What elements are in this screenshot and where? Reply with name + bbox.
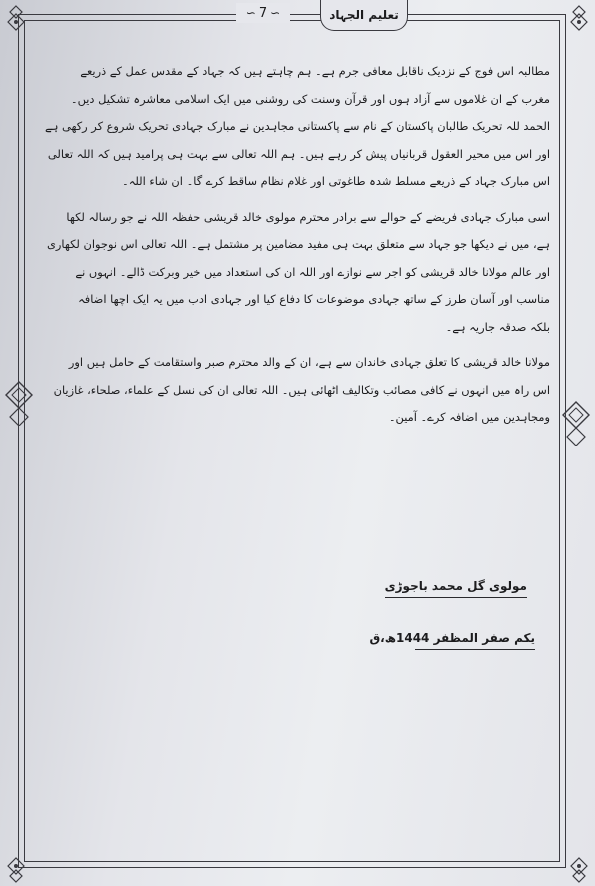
corner-ornament-bottom-left: [2, 846, 42, 886]
text-line: الحمد للہ تحریک طالبان پاکستان کے نام سے پاکستانی مجاہدین نے مبارک جہادی تحریک شروع کر رکھی ہے: [45, 119, 550, 133]
text-line: اس راہ میں انہوں نے کافی مصائب وتکالیف اٹھائی ہیں۔ اللہ تعالی ان کی نسل کے علماء، صلحاء، غازیان: [53, 382, 550, 397]
text-line: اور عالم مولانا خالد قریشی کو اجر سے نوازے اور اللہ ان کی استعداد میں خیر وبرکت ڈالے۔ انہوں نے: [75, 264, 550, 279]
text-line: اور اس میں محیر العقول قربانیاں پیش کر رہے ہیں۔ ہم اللہ تعالی سے بہت ہی پرامید ہیں کہ اللہ تعالی: [47, 146, 550, 161]
corner-ornament-bottom-right: [553, 846, 593, 886]
book-title-tab: [320, 0, 408, 31]
body-text: [38, 58, 550, 432]
paragraph: [38, 58, 550, 196]
signature-date: یکم صفر المظفر 1444ھ،ق: [415, 631, 535, 650]
page-number: 7: [258, 5, 268, 21]
paragraph: [38, 349, 550, 432]
text-line: ہے، میں نے دیکھا جو جہاد سے متعلق بہت ہی مفید مضامین پر مشتمل ہے۔ اللہ تعالی اس نوجوان لکھاری: [46, 237, 550, 251]
corner-ornament-top-right: [553, 2, 593, 42]
text-line: مغرب کے ان غلاموں سے آزاد ہوں اور قرآن وسنت کی روشنی میں ایک اسلامی معاشرہ تشکیل دیں۔: [70, 91, 550, 106]
page-number-box: [236, 3, 290, 23]
wave-ornament-icon: ∽: [245, 6, 256, 20]
author-name: مولوی گل محمد باجوڑی: [385, 579, 527, 598]
text-line: بلکہ صدقہ جاریہ ہے۔: [445, 319, 550, 334]
side-ornament-right: [561, 400, 591, 446]
text-line: مولانا خالد قریشی کا تعلق جہادی خاندان سے ہے، ان کے والد محترم صبر واستقامت کے حامل ہیں اور: [68, 355, 550, 369]
corner-ornament-top-left: [2, 2, 42, 42]
text-line: اس مبارک جہاد کے ذریعے مسلط شدہ طاغوتی اور غلام نظام ساقط کرے گا۔ ان شاء اللہ۔: [122, 174, 550, 188]
text-line: اسی مبارک جہادی فریضے کے حوالے سے برادر محترم مولوی خالد قریشی حفظہ اللہ نے جو رسالہ لکھا: [66, 209, 550, 224]
text-line: مطالبہ اس فوج کے نزدیک ناقابل معافی جرم ہے۔ ہم چاہتے ہیں کہ جہاد کے مقدس عمل کے ذریعے: [80, 64, 550, 78]
wave-ornament-icon: ∽: [270, 6, 281, 20]
paragraph: [38, 204, 550, 342]
text-line: مناسب اور آسان طرز کے ساتھ جہادی موضوعات کا دفاع کیا اور جہادی ادب میں یہ ایک اچھا اضافہ: [78, 292, 550, 306]
signature-block: [369, 575, 535, 645]
side-ornament-left: [4, 380, 34, 426]
book-title: تعلیم الجہاد: [329, 8, 399, 22]
text-line: ومجاہدین میں اضافہ کرے۔ آمین۔: [388, 410, 550, 424]
